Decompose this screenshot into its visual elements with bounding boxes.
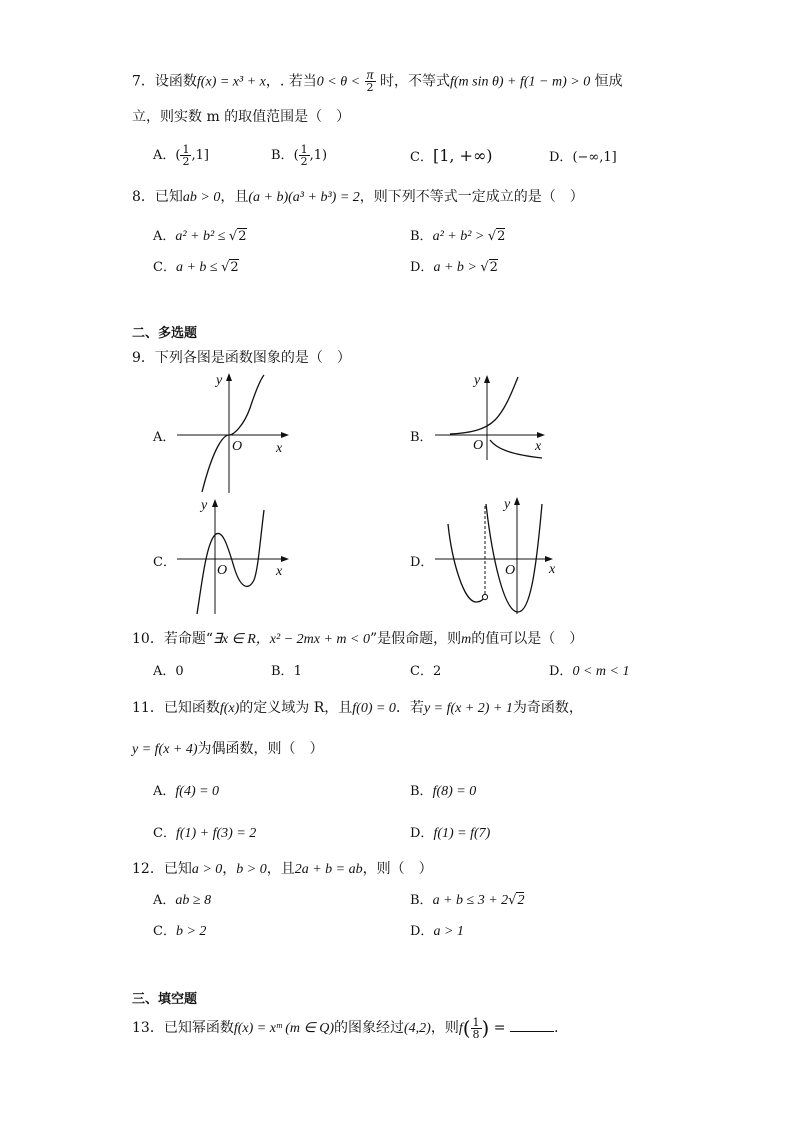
q7-line2: 立，则实数 m 的取值范围是（ ） (132, 109, 351, 125)
q10-option-d[interactable]: D．0 < m < 1 (549, 664, 630, 679)
q9-label-d[interactable]: D． (410, 555, 434, 570)
x-axis-arrow (281, 556, 289, 562)
q7-line1 (132, 70, 623, 93)
y-label: y (201, 498, 208, 513)
q7-ineq: f(m sin θ) + f(1 − m) > 0 (449, 74, 591, 90)
q7-mid: ，. 若当 (265, 73, 317, 90)
q8-option-a[interactable]: A．a² + b² ≤ √2 (153, 229, 247, 244)
x-label: x (549, 562, 556, 577)
q9-graph-a[interactable] (172, 370, 292, 495)
q10-option-b[interactable]: B．1 (271, 664, 302, 679)
q9-label-a[interactable]: A． (153, 430, 176, 445)
q9-label-c[interactable]: C． (153, 555, 176, 570)
q7-option-b[interactable]: B．( $\frac{1}{2}$ ,1) (271, 143, 328, 168)
q8-option-b[interactable]: B．a² + b² > √2 (410, 229, 506, 244)
q7-option-a[interactable]: A．( $\frac{1}{2}$ ,1] (153, 143, 209, 168)
y-label: y (216, 373, 223, 388)
y-label: y (474, 373, 481, 388)
curve-upper (450, 377, 518, 434)
q7-func: f(x) = x³ + x (196, 74, 266, 90)
origin-label: O (505, 563, 516, 578)
y-axis-arrow (484, 375, 490, 383)
q12-option-d[interactable]: D．a > 1 (410, 924, 464, 939)
y-axis-arrow (514, 497, 520, 505)
x-label: x (535, 439, 542, 454)
q8-stem: 8．已知ab > 0，且(a + b)(a³ + b³) = 2，则下列不等式一定成立的是（ ） (132, 189, 584, 205)
y-axis-arrow (226, 373, 232, 381)
curve-left (448, 524, 485, 602)
q7-cond: 0 < θ < (316, 74, 361, 90)
q13-frac: $\frac{1}{8}$ (472, 1015, 480, 1041)
open-point (482, 594, 487, 599)
origin-label: O (232, 439, 243, 454)
q9-graph-c[interactable] (172, 492, 297, 617)
q7-number: 7． (132, 73, 155, 90)
q9-label-b[interactable]: B． (410, 430, 433, 445)
q11-option-a[interactable]: A．f(4) = 0 (153, 784, 220, 799)
q12-option-a[interactable]: A．ab ≥ 8 (153, 893, 212, 908)
q8-option-d[interactable]: D．a + b > √2 (410, 260, 498, 275)
q11-line1: 11．已知函数f(x)的定义域为 R，且f(0) = 0．若y = f(x + 2) + 1为奇函数， (132, 700, 583, 716)
x-label: x (276, 564, 283, 579)
q9-graph-b[interactable] (430, 370, 555, 460)
curve (197, 510, 264, 614)
q10-option-c[interactable]: C．2 (410, 664, 442, 679)
q7-frac: $\frac{\pi}{2}$ (366, 68, 374, 94)
origin-label: O (217, 563, 228, 578)
q11-option-c[interactable]: C．f(1) + f(3) = 2 (153, 826, 257, 841)
q7-cond-text: 时，不等式 (379, 73, 450, 90)
section-fill-blank-heading: 三、填空题 (132, 992, 198, 1007)
q7-option-d[interactable]: D．(−∞,1] (549, 150, 617, 165)
x-label: x (276, 441, 283, 456)
q10-option-a[interactable]: A．0 (153, 664, 184, 679)
q12-option-c[interactable]: C．b > 2 (153, 924, 207, 939)
x-axis-arrow (281, 432, 289, 438)
q10-stem: 10．若命题“∃x ∈ R，x² − 2mx + m < 0”是假命题，则m的值可以是（ ） (132, 631, 584, 647)
q11-option-d[interactable]: D．f(1) = f(7) (410, 826, 491, 841)
q9-stem: 9．下列各图是函数图象的是（ ） (132, 350, 351, 366)
q7-option-c[interactable]: C．[1, +∞) (410, 146, 493, 165)
x-axis-arrow (537, 432, 545, 438)
y-axis-arrow (212, 499, 218, 507)
origin-label: O (473, 438, 484, 453)
q9-graph-d[interactable] (430, 492, 560, 617)
y-label: y (504, 497, 511, 512)
q12-option-b[interactable]: B．a + b ≤ 3 + 2√2 (410, 893, 525, 908)
q13-stem: 13．已知幂函数f(x) = xᵐ (m ∈ Q)的图象经过(4,2)，则f( $\frac{1}{8}$ ) = . (132, 1015, 559, 1041)
q12-stem: 12．已知a > 0，b > 0，且2a + b = ab，则（ ） (132, 861, 433, 877)
section-multi-choice-heading: 二、多选题 (132, 326, 198, 341)
q11-line2: y = f(x + 4)为偶函数，则（ ） (132, 741, 324, 757)
q8-option-c[interactable]: C．a + b ≤ √2 (153, 260, 239, 275)
q13-answer-blank[interactable] (510, 1019, 554, 1032)
q7-lead: 设函数 (154, 73, 197, 90)
q7-end: 恒成 (594, 73, 623, 90)
curve (202, 375, 264, 492)
q11-option-b[interactable]: B．f(8) = 0 (410, 784, 477, 799)
curve-right (486, 504, 542, 612)
